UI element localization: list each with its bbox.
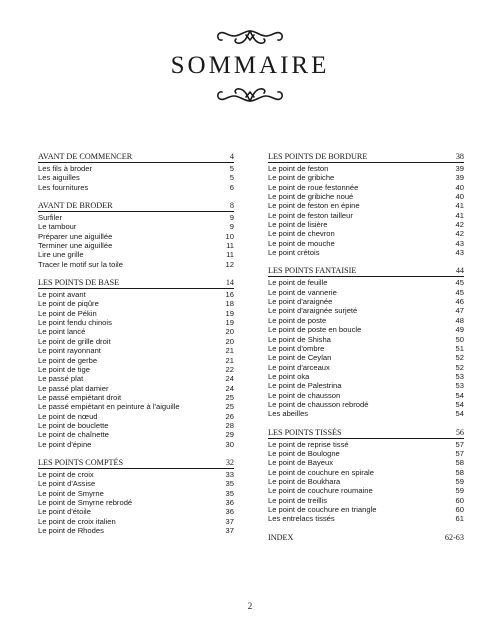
bottom-ornament-icon [210,85,290,105]
toc-entry-page: 24 [225,383,234,393]
toc-entry[interactable] [38,470,234,479]
toc-entry-page: 41 [455,201,464,211]
toc-entry-label: Le point de Shisha [268,334,331,344]
toc-entry[interactable] [268,372,464,381]
toc-entry-page: 19 [225,318,234,328]
toc-entry[interactable] [268,468,464,477]
toc-section-title: LES POINTS FANTAISIE [268,266,357,276]
toc-entry-label: Le point de treillis [268,495,328,505]
toc-section [268,152,464,257]
toc-entry-page: 59 [455,476,464,486]
toc-entry[interactable] [38,318,234,327]
toc-entry-label: Le point de poste en boucle [268,325,362,335]
toc-entry-label: Le point de chausson [268,390,341,400]
toc-entry-label: Le point de Palestrina [268,381,342,391]
toc-entry-page: 9 [229,222,234,232]
toc-entry-page: 57 [455,448,464,458]
toc-right-column [268,152,464,544]
toc-entry-page: 59 [455,486,464,496]
toc-entry-label: Le point avant [38,290,86,300]
toc-entry-page: 60 [455,505,464,514]
toc-entry[interactable] [268,164,464,173]
toc-entry-label: Le point de Boukhara [268,476,341,486]
toc-entry[interactable] [268,381,464,390]
toc-section-heading[interactable] [38,278,234,289]
toc-entry-label: Terminer une aiguillée [38,241,113,251]
toc-entry-page: 50 [455,334,464,344]
toc-entry[interactable] [38,412,234,421]
toc-entry-label: Le point de couchure en spirale [268,467,374,477]
toc-entry-page: 49 [455,325,464,335]
toc-entry[interactable] [38,327,234,336]
toc-section [38,278,234,449]
toc-entry-label: Le point de chevron [268,229,335,239]
toc-entry[interactable] [38,290,234,299]
toc-entry-page: 57 [455,439,464,449]
top-ornament-icon [210,27,290,47]
toc-entry[interactable] [268,409,464,418]
toc-entry-page: 43 [455,238,464,248]
toc-entry-label: Préparer une aiguillée [38,231,113,241]
toc-entry-page: 58 [455,467,464,477]
toc-entry[interactable] [38,213,234,222]
toc-entry-label: Surfiler [38,213,63,223]
toc-entry-label: Le point fendu chinois [38,318,112,328]
toc-entry[interactable] [268,306,464,315]
toc-section-title: LES POINTS DE BASE [38,278,120,288]
toc-entry[interactable] [268,505,464,514]
toc-entry-label: Les entrelacs tissés [268,514,335,524]
toc-entry[interactable] [268,248,464,257]
toc-entry[interactable] [38,498,234,507]
toc-entry-page: 52 [455,353,464,363]
toc-entry-page: 28 [225,420,234,430]
toc-entry-page: 21 [225,355,234,365]
toc-entry-label: Le point de Boulogne [268,448,340,458]
toc-section-heading[interactable] [268,428,464,439]
toc-entry-page: 54 [455,390,464,400]
toc-entry[interactable] [38,232,234,241]
toc-entry-label: Le point de feston [268,164,329,173]
toc-entry-label: Le point de poste [268,315,327,325]
toc-section-heading[interactable] [38,458,234,469]
toc-entry-page: 25 [225,392,234,402]
toc-index-entry[interactable] [268,533,464,543]
toc-entry-label: Le point de roue festonnée [268,182,359,192]
toc-entry[interactable] [268,363,464,372]
toc-entry-label: Le point de feston en épine [268,201,360,211]
toc-entry[interactable] [268,192,464,201]
toc-section-heading[interactable] [38,201,234,212]
toc-entry[interactable] [268,344,464,353]
toc-entry-page: 54 [455,409,464,419]
toc-entry-label: Le point de grille droit [38,336,111,346]
toc-entry-label: Le point de couchure roumaine [268,486,373,496]
toc-section-page: 4 [229,152,234,161]
toc-entry-page: 40 [455,192,464,202]
toc-entry-page: 26 [225,411,234,421]
toc-entry-label: Le point lancé [38,327,86,337]
toc-entry-page: 61 [455,514,464,524]
toc-section-page: 32 [225,457,234,467]
toc-entry[interactable] [38,507,234,516]
toc-entry[interactable] [268,183,464,192]
toc-section-title: LES POINTS TISSÉS [268,427,342,437]
toc-entry-label: Le point de gerbe [38,355,98,365]
toc-entry-label: Le point de tige [38,364,90,374]
toc-section [268,428,464,524]
toc-entry[interactable] [38,260,234,269]
toc-entry-page: 12 [225,259,234,269]
toc-section [268,266,464,418]
toc-entry[interactable] [268,353,464,362]
toc-entry[interactable] [38,250,234,259]
toc-entry-label: Le point oka [268,371,310,381]
toc-entry-page: 42 [455,220,464,230]
toc-entry-page: 54 [455,399,464,409]
toc-entry[interactable] [268,486,464,495]
toc-entry[interactable] [38,440,234,449]
toc-entry-label: Le passé plat [38,374,84,384]
toc-entry-page: 39 [455,173,464,183]
toc-entry-page: 43 [455,248,464,258]
toc-entry-label: Le point crétois [268,248,320,258]
toc-section-page: 56 [455,427,464,437]
toc-entry-page: 33 [225,469,234,479]
toc-entry-label: Le point d'araignée surjeté [268,306,358,316]
toc-entry-page: 21 [225,346,234,356]
toc-entry-page: 47 [455,306,464,316]
toc-entry-label: Le point de couchure en triangle [268,505,377,514]
toc-entry-label: Le point de Rhodes [38,526,104,535]
toc-section-page: 38 [455,152,464,161]
toc-entry[interactable] [268,440,464,449]
toc-entry[interactable] [38,384,234,393]
toc-entry-page: 35 [225,488,234,498]
toc-entry[interactable] [268,220,464,229]
toc-entry-page: 53 [455,371,464,381]
toc-entry-label: Le point de croix [38,469,94,479]
toc-entry-label: Le point de gribiche [268,173,335,183]
toc-entry-label: Le point d'araignée [268,297,333,307]
toc-entry-page: 36 [225,497,234,507]
toc-section-title: AVANT DE COMMENCER [38,152,133,161]
toc-entry[interactable] [38,365,234,374]
toc-entry[interactable] [268,288,464,297]
toc-entry[interactable] [268,477,464,486]
toc-section-title: LES POINTS DE BORDURE [268,152,368,161]
toc-entry[interactable] [38,517,234,526]
toc-entry-label: Les fils à broder [38,164,93,173]
toc-entry[interactable] [268,173,464,182]
toc-entry-label: Lire une grille [38,250,84,260]
toc-entry[interactable] [268,449,464,458]
toc-entry-label: Le point de Ceylan [268,353,332,363]
toc-entry-label: Le point d'Assise [38,479,96,489]
toc-entry-label: Le point de Pékin [38,308,97,318]
toc-entry-page: 51 [455,343,464,353]
toc-entry[interactable] [38,241,234,250]
toc-entry-label: Le point de lisière [268,220,328,230]
toc-section [38,458,234,535]
toc-section-heading[interactable] [268,152,464,163]
toc-entry-label: Le point de Smyrne [38,488,104,498]
toc-entry-page: 36 [225,507,234,517]
toc-entry-label: Le point de gribiche noué [268,192,354,202]
toc-section-title: LES POINTS COMPTÉS [38,457,124,467]
toc-entry-label: Le point de Smyrne rebrodé [38,497,133,507]
toc-entry-page: 9 [229,213,234,223]
toc-entry-label: Le passé plat damier [38,383,109,393]
toc-entry-page: 20 [225,327,234,337]
toc-entry-page: 5 [229,173,234,183]
toc-entry[interactable] [268,297,464,306]
toc-entry[interactable] [268,239,464,248]
toc-entry-label: Le point d'arceaux [268,362,330,372]
toc-entry-page: 18 [225,299,234,309]
toc-entry-page: 10 [225,231,234,241]
toc-entry[interactable] [38,526,234,535]
toc-entry-label: Le point de reprise tissé [268,439,349,449]
toc-entry-page: 39 [455,164,464,173]
toc-entry-page: 37 [225,516,234,526]
toc-entry[interactable] [38,346,234,355]
toc-entry[interactable] [268,400,464,409]
toc-section-page: 14 [225,278,234,288]
toc-entry[interactable] [38,173,234,182]
toc-section-heading[interactable] [38,152,234,163]
toc-entry[interactable] [38,489,234,498]
toc-entry[interactable] [268,316,464,325]
toc-entry[interactable] [268,278,464,287]
toc-entry-label: Le point de chausson rebrodé [268,399,369,409]
toc-entry-page: 11 [226,250,234,260]
toc-entry-page: 30 [225,439,234,449]
toc-entry-label: Le point de mouche [268,238,335,248]
toc-entry-page: 5 [229,164,234,173]
toc-entry[interactable] [268,335,464,344]
toc-entry[interactable] [38,430,234,439]
toc-entry[interactable] [38,299,234,308]
toc-index-title: INDEX [268,532,294,542]
toc-entry-page: 48 [455,315,464,325]
toc-entry-page: 11 [226,241,234,251]
toc-entry-page: 20 [225,336,234,346]
toc-entry-label: Le point de bouclette [38,420,109,430]
toc-entry-page: 19 [225,308,234,318]
toc-entry[interactable] [268,229,464,238]
toc-entry[interactable] [38,393,234,402]
toc-entry[interactable] [38,479,234,488]
toc-entry-page: 45 [455,278,464,288]
toc-entry-page: 6 [229,182,234,192]
toc-entry-page: 29 [225,430,234,440]
toc-entry[interactable] [38,374,234,383]
page-number: 2 [247,601,253,611]
toc-entry-label: Le point de vannerie [268,287,337,297]
toc-entry[interactable] [268,391,464,400]
toc-entry[interactable] [38,402,234,411]
toc-entry-page: 22 [225,364,234,374]
toc-entry-page: 25 [225,402,234,412]
toc-entry-label: Tracer le motif sur la toile [38,259,123,269]
toc-entry-label: Le point d'étoile [38,507,91,517]
toc-entry-label: Le passé empiétant droit [38,392,122,402]
toc-entry-label: Le passé empiétant en peinture à l'aiguille [38,402,180,412]
toc-entry[interactable] [268,496,464,505]
toc-entry-label: Le point de nœud [38,411,98,421]
toc-entry-label: Le point de croix italien [38,516,116,526]
toc-entry-page: 37 [225,526,234,535]
toc-section [38,201,234,269]
toc-entry[interactable] [268,458,464,467]
toc-section-heading[interactable] [268,266,464,277]
toc-entry-label: Le tambour [38,222,77,232]
toc-entry-page: 42 [455,229,464,239]
toc-entry-page: 53 [455,381,464,391]
toc-entry-label: Le point rayonnant [38,346,101,356]
toc-entry[interactable] [38,356,234,365]
toc-entry[interactable] [38,183,234,192]
toc-entry-page: 45 [455,287,464,297]
toc-entry-page: 16 [225,290,234,300]
page-title: SOMMAIRE [170,52,330,79]
toc-entry-label: Le point de Bayeux [268,458,334,468]
toc-entry-page: 40 [455,182,464,192]
toc-entry[interactable] [38,421,234,430]
toc-entry[interactable] [38,222,234,231]
toc-section-title: AVANT DE BRODER [38,201,113,211]
toc-index-page: 62-63 [444,532,464,542]
toc-entry-label: Le point de piqûre [38,299,99,309]
toc-entry[interactable] [38,337,234,346]
toc-entry-page: 58 [455,458,464,468]
toc-entry[interactable] [268,211,464,220]
toc-entry-page: 41 [455,210,464,220]
toc-entry-label: Le point de feston tailleur [268,210,353,220]
toc-entry-page: 60 [455,495,464,505]
toc-section-page: 8 [229,201,234,211]
toc-entry-label: Les abeilles [268,409,309,419]
toc-entry-label: Le point d'ombre [268,343,325,353]
toc-entry-label: Le point de chaînette [38,430,109,440]
toc-entry[interactable] [268,325,464,334]
toc-entry-page: 46 [455,297,464,307]
toc-left-column [38,152,234,544]
toc-entry[interactable] [38,164,234,173]
toc-entry[interactable] [268,201,464,210]
toc-section [38,152,234,192]
toc-entry-label: Les fournitures [38,182,89,192]
toc-entry-label: Les aiguilles [38,173,80,183]
toc-entry[interactable] [38,309,234,318]
toc-entry-page: 24 [225,374,234,384]
toc-section-page: 44 [455,266,464,276]
toc-entry-label: Le point d'épine [38,439,92,449]
toc-entry-page: 35 [225,479,234,489]
toc-entry[interactable] [268,514,464,523]
toc-entry-page: 52 [455,362,464,372]
toc-entry-label: Le point de feuille [268,278,328,288]
